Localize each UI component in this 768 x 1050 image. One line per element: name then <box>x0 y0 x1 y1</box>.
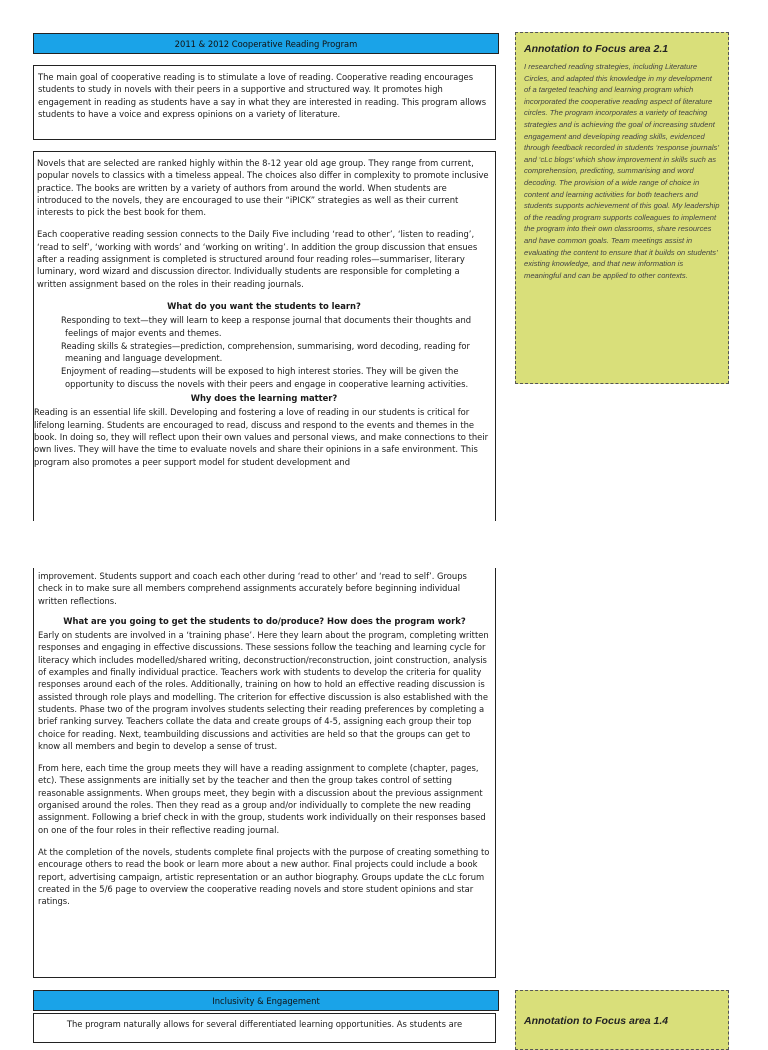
program-title-bar <box>33 33 499 54</box>
learning-list <box>37 314 491 390</box>
novels-paragraph: Novels that are selected are ranked highly within the 8-12 year old age group. They range from current, popular novels to classics with a timeless appeal. The choices also differ in complexity to promote inclusive practice. The books are written by a variety of authors from around the world. When students are introduced to the novels, they are encouraged to use their “iPICK” strategies as well as their current interests to pick the best book for them. <box>37 158 489 218</box>
question-learn: What do you want the students to learn? <box>167 300 361 311</box>
annotation-text: I researched reading strategies, including Literature Circles, and adapted this knowledge in my development of a targeted teaching and learning program which incorporated the cooperative reading aspect of literature circles. The program incorporates a variety of teaching strategies and is achieving the goal of increasing student engagement and developing reading skills, evidenced through feedback recorded in students ‘response journals’ and ‘cLc blogs’ which show improvement in skills such as comprehension, predicting, summarising and word decoding. The provision of a wide range of choice in content and learning activities for both teachers and students supports achievement of this goal. My leadership of the reading program supports colleagues to implement the program into their own classrooms, share resources and have common goals. Team meetings assist in evaluating the content to ensure that it builds on students’ existing knowledge, and that new information is meaningful and can be applied to other contexts. <box>524 62 720 280</box>
annotation-title: Annotation to Focus area 2.1 <box>524 43 669 55</box>
main-text-box <box>33 151 496 521</box>
intro-text: The main goal of cooperative reading is to stimulate a love of reading. Cooperative reading encourages students to study in novels with their peers in a supportive and structured way. It promotes high engagement in reading as students have a say in what they are interested in reading. This program allows students to have a voice and express opinions on a variety of literature. <box>38 72 487 119</box>
intro-box <box>33 65 496 140</box>
program-title: 2011 & 2012 Cooperative Reading Program <box>174 38 358 49</box>
life-skill-paragraph: Reading is an essential life skill. Developing and fostering a love of reading in our students is critical for lifelong learning. Students are encouraged to read, discuss and respond to the events and themes in the book. In doing so, they will reflect upon their own values and personal views, and make connections to their own lives. They will have the time to evaluate novels and share their opinions in a safe environment. This program also promotes a peer support model for student development and <box>34 407 489 467</box>
annotation-focus-1-4 <box>515 990 729 1050</box>
final-projects-paragraph: At the completion of the novels, students complete final projects with the purpose of creating something to encourage others to read the book or learn more about a new author. Final projects could include a book report, advertising campaign, artistic representation or an author biography. Groups update the cLc forum created in the 5/6 page to overview the cooperative reading novels and store student opinions and star ratings. <box>38 846 490 907</box>
daily-five-paragraph: Each cooperative reading session connects to the Daily Five including ‘read to other’, ‘listen to reading’, ‘read to self’, ‘working with words’ and ‘working on writing’. In addition the group discussion that ensues after a reading assignment is completed is structured around four reading roles—summariser, literary luminary, word wizard and discussion director. Individually students are responsible for completing a written assignment based on the roles in their reading journals. <box>37 229 478 289</box>
annotation-title: Annotation to Focus area 1.4 <box>524 1015 669 1027</box>
annotation-focus-2-1 <box>515 32 729 384</box>
list-item: Reading skills & strategies—prediction, comprehension, summarising, word decoding, reading for meaning and language development. <box>61 340 470 364</box>
section-title-bar <box>33 990 499 1011</box>
list-item: Enjoyment of reading—students will be exposed to high interest stories. They will be given the opportunity to discuss the novels with their peers and engage in cooperative learning activities. <box>61 366 469 389</box>
question-produce: What are you going to get the students to do/produce? How does the program work? <box>63 615 466 626</box>
assignment-paragraph: From here, each time the group meets they will have a reading assignment to complete (chapter, pages, etc). These assignments are initially set by the teacher and then the group takes control of setting reasonable assignments. When groups meet, they begin with a discussion about the previous assignment organised around the roles. Then they read as a group and/or individually to complete the new reading assignment. Following a brief check in with the group, students work individually on their responses based on one of the four roles in their reflective reading journal. <box>38 763 486 835</box>
inclusivity-box <box>33 1013 496 1043</box>
section-title: Inclusivity & Engagement <box>212 995 320 1006</box>
question-matter: Why does the learning matter? <box>190 393 338 404</box>
continued-text-box <box>33 568 496 978</box>
list-item: Responding to text—they will learn to keep a response journal that documents their thoughts and feelings of major events and themes. <box>61 315 472 338</box>
continued-paragraph: improvement. Students support and coach each other during ‘read to other’ and ‘read to self’. Groups check in to make sure all members comprehend assignments accurately before beginning individual written reflections. <box>38 571 467 606</box>
training-paragraph: Early on students are involved in a ‘training phase’. Here they learn about the program, completing written responses and engaging in effective discussions. These sessions follow the teaching and learning cycle for literacy which includes modelled/shared writing, deconstruction/reconstruction, joint construction, analysis of examples and finally individual practice. Teachers work with students to develop the criteria for quality responses around each of the roles. Additionally, training on how to hold an effective reading discussion is assisted through role plays and modelling. The criterion for effective discussion is also established with the students. Phase two of the program involves students selecting their reading preferences by completing a brief ranking survey. Teachers collate the data and create groups of 4-5, assigning each group their top choice for reading. Next, teambuilding discussions and activities are held so that the groups can get to know all members and begin to develop a sense of trust. <box>38 630 489 751</box>
inclusivity-text: The program naturally allows for several differentiated learning opportunities. As students are <box>66 1019 463 1029</box>
